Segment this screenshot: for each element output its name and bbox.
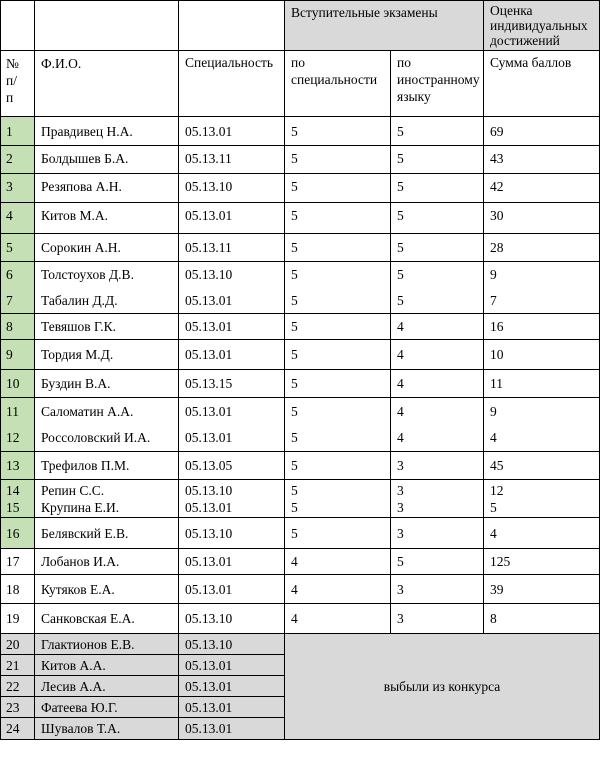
row-fio: Болдышев Б.А. <box>35 146 179 174</box>
row-sum: 4 <box>484 518 600 549</box>
table-row <box>1 575 600 604</box>
row-number-pair <box>1 262 35 314</box>
row-specialty: 05.13.01 <box>179 117 285 146</box>
row-exam-specialty: 4 <box>285 604 391 634</box>
row-exam-specialty: 4 <box>285 575 391 604</box>
row-fio: Фатеева Ю.Г. <box>35 697 179 718</box>
table-row <box>1 370 600 398</box>
row-number: 21 <box>1 655 35 676</box>
row-sum: 10 <box>484 340 600 370</box>
row-exam-language: 4 <box>397 404 404 419</box>
table-row <box>1 174 600 203</box>
row-sum: 12 <box>490 482 504 498</box>
row-fio: Сорокин А.Н. <box>35 234 179 262</box>
row-number: 14 <box>6 482 20 498</box>
row-exam-specialty-pair <box>285 262 391 314</box>
row-exam-specialty-pair <box>285 480 391 518</box>
row-fio-pair <box>35 398 179 452</box>
header-exam-language-line-2: иностранному <box>397 72 480 87</box>
row-exam-language: 5 <box>391 203 484 234</box>
row-sum: 7 <box>490 293 497 308</box>
row-exam-language: 5 <box>391 549 484 575</box>
table-row <box>1 203 600 234</box>
row-specialty: 05.13.01 <box>185 404 233 419</box>
row-exam-language: 3 <box>391 518 484 549</box>
row-exam-language: 3 <box>391 452 484 480</box>
header-empty-fio <box>35 1 179 51</box>
row-number: 11 <box>6 404 19 419</box>
row-sum: 11 <box>484 370 600 398</box>
row-specialty: 05.13.01 <box>179 575 285 604</box>
row-sum-pair <box>484 262 600 314</box>
row-exam-language: 3 <box>391 575 484 604</box>
row-fio: Табалин Д.Д. <box>41 293 118 308</box>
row-number: 22 <box>1 676 35 697</box>
row-exam-specialty: 5 <box>291 430 298 445</box>
row-fio: Китов А.А. <box>35 655 179 676</box>
row-sum-pair <box>484 480 600 518</box>
row-fio: Китов М.А. <box>35 203 179 234</box>
table-row <box>1 452 600 480</box>
header-exam-language-line-3: языку <box>397 89 431 104</box>
row-number: 12 <box>6 430 20 445</box>
header-exam-specialty-line-2: специальности <box>291 72 378 87</box>
row-exam-specialty: 5 <box>291 293 298 308</box>
row-number: 13 <box>1 452 35 480</box>
row-exam-specialty: 5 <box>291 482 298 498</box>
row-exam-language: 5 <box>391 146 484 174</box>
row-exam-specialty: 5 <box>291 499 298 515</box>
row-specialty: 05.13.01 <box>185 430 233 445</box>
table-row <box>1 146 600 174</box>
row-exam-specialty: 5 <box>285 518 391 549</box>
row-exam-specialty: 5 <box>291 267 298 282</box>
row-exam-specialty: 5 <box>285 314 391 340</box>
header-fio: Ф.И.О. <box>35 51 179 117</box>
row-specialty: 05.13.01 <box>179 697 285 718</box>
row-specialty-pair <box>179 262 285 314</box>
header-exam-language-line-1: по <box>397 55 411 70</box>
table-row <box>1 518 600 549</box>
row-specialty-pair <box>179 480 285 518</box>
header-num-line-2: п/ <box>6 73 17 88</box>
row-specialty: 05.13.10 <box>185 482 233 498</box>
row-number: 4 <box>1 203 35 234</box>
row-exam-specialty-pair <box>285 398 391 452</box>
row-fio: Россоловский И.А. <box>41 430 151 445</box>
row-fio-pair <box>35 262 179 314</box>
row-specialty: 05.13.10 <box>179 634 285 655</box>
header-exam-language <box>391 51 484 117</box>
dropout-note: выбыли из конкурса <box>285 634 600 740</box>
table-row <box>1 234 600 262</box>
row-sum: 8 <box>484 604 600 634</box>
row-number: 23 <box>1 697 35 718</box>
row-fio: Шувалов Т.А. <box>35 718 179 740</box>
row-exam-language-pair <box>391 398 484 452</box>
row-number: 18 <box>1 575 35 604</box>
row-specialty: 05.13.01 <box>179 655 285 676</box>
row-sum: 30 <box>484 203 600 234</box>
row-specialty: 05.13.01 <box>179 340 285 370</box>
row-exam-specialty: 5 <box>285 340 391 370</box>
table-row <box>1 117 600 146</box>
table-row-pair <box>1 480 600 518</box>
row-sum: 28 <box>484 234 600 262</box>
row-specialty: 05.13.01 <box>179 203 285 234</box>
row-number: 16 <box>1 518 35 549</box>
row-sum: 4 <box>490 430 497 445</box>
row-fio: Белявский Е.В. <box>35 518 179 549</box>
row-number: 15 <box>6 499 20 515</box>
row-fio: Репин С.С. <box>41 482 105 498</box>
row-sum: 9 <box>490 267 497 282</box>
row-exam-specialty: 5 <box>285 203 391 234</box>
row-exam-language: 4 <box>391 340 484 370</box>
row-number: 19 <box>1 604 35 634</box>
header-num-line-3: п <box>6 90 14 105</box>
row-exam-language: 3 <box>397 482 404 498</box>
row-number: 2 <box>1 146 35 174</box>
row-specialty: 05.13.15 <box>179 370 285 398</box>
table-row <box>1 604 600 634</box>
table-row <box>1 549 600 575</box>
row-fio-pair <box>35 480 179 518</box>
row-specialty: 05.13.01 <box>185 293 233 308</box>
row-fio: Тевяшов Г.К. <box>35 314 179 340</box>
header-num-line-1: № <box>6 56 19 71</box>
row-number: 5 <box>1 234 35 262</box>
row-exam-specialty: 5 <box>291 404 298 419</box>
row-fio: Трефилов П.М. <box>35 452 179 480</box>
row-specialty: 05.13.01 <box>179 676 285 697</box>
row-specialty: 05.13.10 <box>179 518 285 549</box>
row-number-pair <box>1 480 35 518</box>
row-fio: Глактионов Е.В. <box>35 634 179 655</box>
row-number: 7 <box>6 293 13 308</box>
row-specialty: 05.13.01 <box>185 499 233 515</box>
row-exam-language: 4 <box>397 430 404 445</box>
row-number: 17 <box>1 549 35 575</box>
row-sum-pair <box>484 398 600 452</box>
row-exam-specialty: 5 <box>285 452 391 480</box>
row-specialty: 05.13.11 <box>179 234 285 262</box>
row-exam-language: 4 <box>391 314 484 340</box>
row-specialty: 05.13.10 <box>179 604 285 634</box>
row-fio: Тордия М.Д. <box>35 340 179 370</box>
header-empty-num <box>1 1 35 51</box>
row-specialty: 05.13.05 <box>179 452 285 480</box>
row-specialty: 05.13.01 <box>179 549 285 575</box>
row-fio: Правдивец Н.А. <box>35 117 179 146</box>
row-fio: Буздин В.А. <box>35 370 179 398</box>
table-row-dropout <box>1 634 600 655</box>
table-row-pair <box>1 262 600 314</box>
row-specialty: 05.13.11 <box>179 146 285 174</box>
row-exam-language: 5 <box>397 293 404 308</box>
header-specialty: Специальность <box>179 51 285 117</box>
row-fio: Санковская Е.А. <box>35 604 179 634</box>
table-row-pair <box>1 398 600 452</box>
row-fio: Резяпова А.Н. <box>35 174 179 203</box>
row-number-pair <box>1 398 35 452</box>
row-number: 24 <box>1 718 35 740</box>
row-number: 10 <box>1 370 35 398</box>
row-exam-language: 5 <box>391 234 484 262</box>
row-sum: 43 <box>484 146 600 174</box>
row-number: 3 <box>1 174 35 203</box>
row-exam-language: 3 <box>397 499 404 515</box>
row-exam-language-pair <box>391 262 484 314</box>
row-fio: Лесив А.А. <box>35 676 179 697</box>
row-exam-specialty: 5 <box>285 370 391 398</box>
row-fio: Толстоухов Д.В. <box>41 267 134 282</box>
row-sum: 69 <box>484 117 600 146</box>
table-row <box>1 340 600 370</box>
row-sum: 9 <box>490 404 497 419</box>
row-exam-specialty: 5 <box>285 174 391 203</box>
row-sum: 39 <box>484 575 600 604</box>
row-number: 9 <box>1 340 35 370</box>
row-sum: 5 <box>490 499 497 515</box>
row-exam-language: 3 <box>391 604 484 634</box>
row-specialty-pair <box>179 398 285 452</box>
header-exam-specialty-line-1: по <box>291 55 305 70</box>
header-row-bottom <box>1 51 600 117</box>
row-specialty: 05.13.01 <box>179 314 285 340</box>
row-exam-language: 5 <box>391 117 484 146</box>
row-exam-language: 5 <box>391 174 484 203</box>
row-specialty: 05.13.10 <box>179 174 285 203</box>
row-exam-specialty: 5 <box>285 234 391 262</box>
row-fio: Кутяков Е.А. <box>35 575 179 604</box>
row-number: 1 <box>1 117 35 146</box>
header-achievements: Оценка индивидуальных достижений <box>484 1 600 51</box>
row-specialty: 05.13.10 <box>185 267 233 282</box>
row-exam-language: 5 <box>397 267 404 282</box>
header-entrance-exams: Вступительные экзамены <box>285 1 484 51</box>
row-sum: 45 <box>484 452 600 480</box>
header-exam-specialty <box>285 51 391 117</box>
row-fio: Саломатин А.А. <box>41 404 134 419</box>
row-fio: Лобанов И.А. <box>35 549 179 575</box>
row-exam-specialty: 5 <box>285 117 391 146</box>
row-sum: 16 <box>484 314 600 340</box>
row-fio: Крупина Е.И. <box>41 499 120 515</box>
table-row <box>1 314 600 340</box>
row-specialty: 05.13.01 <box>179 718 285 740</box>
row-number: 8 <box>1 314 35 340</box>
header-num <box>1 51 35 117</box>
header-row-top <box>1 1 600 51</box>
row-exam-specialty: 5 <box>285 146 391 174</box>
row-exam-language: 4 <box>391 370 484 398</box>
row-exam-specialty: 4 <box>285 549 391 575</box>
row-sum: 125 <box>484 549 600 575</box>
row-number: 6 <box>6 267 13 282</box>
header-sum: Сумма баллов <box>484 51 600 117</box>
row-sum: 42 <box>484 174 600 203</box>
header-empty-specialty <box>179 1 285 51</box>
row-exam-language-pair <box>391 480 484 518</box>
row-number: 20 <box>1 634 35 655</box>
